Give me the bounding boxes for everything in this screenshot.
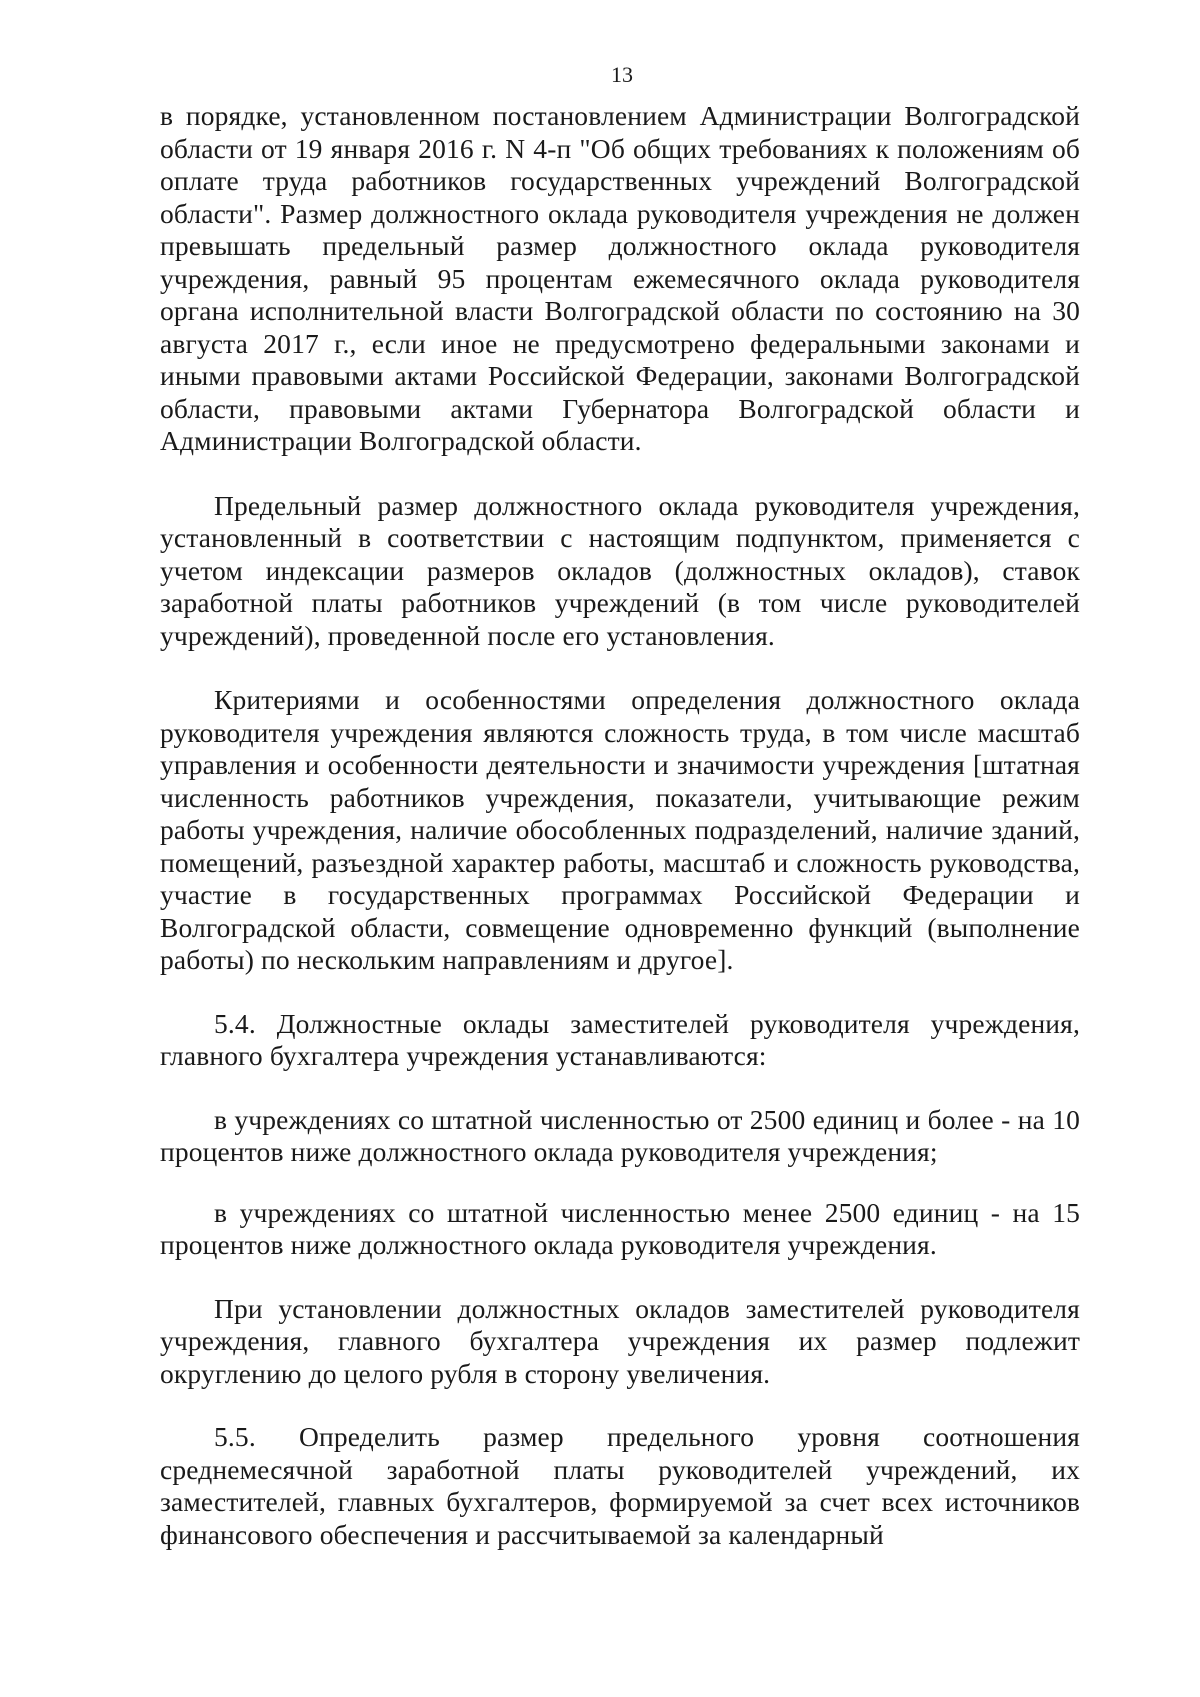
paragraph-criteria: Критериями и особенностями определения должностного оклада руководителя учреждения являются сложность труда, в том числе масштаб управления и особенности деятельности и значимости учреждения [штатная численность работников учреждения, показатели, учитывающие режим работы учреждения, наличие обособленных подразделений, наличие зданий, помещений, разъездной характер работы, масштаб и сложность руководства, участие в государственных программах Российской Федерации и Волгоградской области, совмещение одновременно функций (выполнение работы) по нескольким направлениям и другое]. [160, 684, 1080, 975]
paragraph-staff-under-2500: в учреждениях со штатной численностью менее 2500 единиц - на 15 процентов ниже должностного оклада руководителя учреждения. [160, 1196, 1080, 1260]
paragraph-rounding: При установлении должностных окладов заместителей руководителя учреждения, главного бухгалтера учреждения их размер подлежит округлению до целого рубля в сторону увеличения. [160, 1292, 1080, 1389]
paragraph-limit-size: Предельный размер должностного оклада руководителя учреждения, установленный в соответствии с настоящим подпунктом, применяется с учетом индексации размеров окладов (должностных окладов), ставок заработной платы работников учреждений (в том числе руководителей учреждений), проведенной после его установления. [160, 489, 1080, 651]
paragraph-section-5-4: 5.4. Должностные оклады заместителей руководителя учреждения, главного бухгалтера учреждения устанавливаются: [160, 1007, 1080, 1071]
document-body [160, 100, 1080, 1551]
paragraph-staff-2500-plus: в учреждениях со штатной численностью от 2500 единиц и более - на 10 процентов ниже должностного оклада руководителя учреждения; [160, 1103, 1080, 1167]
paragraph-section-5-5: 5.5. Определить размер предельного уровня соотношения среднемесячной заработной платы руководителей учреждений, их заместителей, главных бухгалтеров, формируемой за счет всех источников финансового обеспечения и рассчитываемой за календарный [160, 1421, 1080, 1550]
paragraph-continuation: в порядке, установленном постановлением Администрации Волгоградской области от 19 января 2016 г. N 4-п "Об общих требованиях к положениям об оплате труда работников государственных учреждений Волгоградской области". Размер должностного оклада руководителя учреждения не должен превышать предельный размер должностного оклада руководителя учреждения, равный 95 процентам ежемесячного оклада руководителя органа исполнительной власти Волгоградской области по состоянию на 30 августа 2017 г., если иное не предусмотрено федеральными законами и иными правовыми актами Российской Федерации, законами Волгоградской области, правовыми актами Губернатора Волгоградской области и Администрации Волгоградской области. [160, 100, 1080, 456]
page-number: 13 [611, 62, 633, 87]
